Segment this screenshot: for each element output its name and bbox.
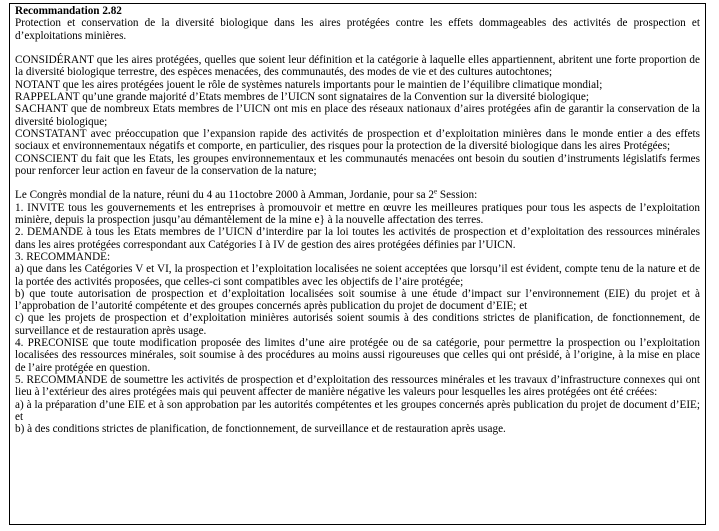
recommendation-box: [9, 3, 706, 525]
preamble-rappelant: RAPPELANT qu’une grande majorité d’Etats membres de l’UICN sont signataires de la Convention sur la diversité biologique;: [15, 91, 589, 104]
session-intro: [15, 189, 700, 201]
operative-3b: b) que toute autorisation de prospection et d’exploitation localisées soit soumise à une étude d’impact sur l’environnement (EIE) du projet et à l’approbation de l’autorité compétente et des groupes concernés après publication du projet de document d’EIE; et: [15, 287, 700, 313]
spacer: [15, 177, 700, 189]
spacer: [15, 42, 700, 54]
operative-5a: a) à la préparation d’une EIE et à son approbation par les autorités compétentes et les groupes concernés après publication du projet de document d’EIE; et: [15, 398, 700, 423]
recommendation-heading: Protection et conservation de la diversité biologique dans les aires protégées contre les effets dommageables des activités de prospection et d’exploitations minières.: [15, 17, 700, 42]
preamble-sachant: SACHANT que de nombreux Etats membres de l’UICN ont mis en place des réseaux nationaux d’aires protégées afin de garantir la conservation de la diversité biologique;: [15, 103, 700, 128]
operative-1-invite: 1. INVITE tous les gouvernements et les entreprises à promouvoir et mettre en œuvre les meilleures pratiques pour tous les aspects de l’exploitation minière, depuis la prospection jusqu’au démantèlement de la mine e} à la nouvelle affectation des terres.: [15, 201, 700, 227]
session-ordinal-suffix: e: [434, 187, 438, 196]
operative-2-demande: 2. DEMANDE à tous les Etats membres de l’UICN d’interdire par la loi toutes les activités de prospection et d’exploitation des ressources minérales dans les aires protégées correspondant aux Catégories I à IV de gestion des aires protégées définies par l’UICN.: [15, 226, 700, 251]
preamble-notant: NOTANT que les aires protégées jouent le rôle de systèmes naturels importants pour le maintien de l’équilibre climatique mondial;: [15, 78, 603, 91]
recommendation-title: Recommandation 2.82: [15, 5, 122, 17]
operative-5-recommande: 5. RECOMMANDE de soumettre les activités de prospection et d’exploitation des ressources minérales et les travaux d’infrastructure connexes qui ont lieu à l’extérieur des aires protégées mais qui peuvent affecter de manière négative les valeurs pour lesquelles les aires protégées ont été créées:: [15, 373, 700, 399]
session-intro-text: Le Congrès mondial de la nature, réuni du 4 au 11octobre 2000 à Amman, Jordanie, pour sa 2: [15, 189, 435, 202]
operative-3a: a) que dans les Catégories V et VI, la prospection et l’exploitation localisées ne soient acceptées que lorsqu’il est évident, compte tenu de la nature et de la portée des activités proposées, que celles-ci sont compatibles avec les objectifs de l’aire protégée;: [15, 263, 700, 288]
operative-5b: b) à des conditions strictes de planification, de fonctionnement, de surveillance et de restauration après usage.: [15, 423, 506, 436]
operative-4-preconise: 4. PRECONISE que toute modification proposée des limites d’une aire protégée ou de sa catégorie, pour permettre la prospection ou l’exploitation localisées des ressources minérales, soit soumise à des procédures au moins aussi rigoureuses que celles qui ont présidé, à l’origine, à la mise en place de l’aire protégée en question.: [15, 337, 700, 374]
preamble-considerant: CONSIDÉRANT que les aires protégées, quelles que soient leur définition et la catégorie à laquelle elles appartiennent, abritent une forte proportion de la diversité biologique terrestre, des espèces menacées, des communautés, des modes de vie et des cultures autochtones;: [15, 54, 700, 79]
preamble-conscient: CONSCIENT du fait que les Etats, les groupes environnementaux et les communautés menacées ont besoin du soutien d’instruments législatifs fermes pour renforcer leur action en faveur de la conservation de la nature;: [15, 152, 700, 177]
operative-3c: c) que les projets de prospection et d’exploitation minières autorisés soient soumis à des conditions strictes de planification, de fonctionnement, de surveillance et de restauration après usage.: [15, 312, 700, 337]
preamble-constatant: CONSTATANT avec préoccupation que l’expansion rapide des activités de prospection et d’exploitation minières dans le monde entier a des effets sociaux et environnementaux négatifs et comporte, en particulier, des risques pour la protection de la diversité biologique dans les aires Protégées;: [15, 127, 700, 153]
operative-3-recommande: 3. RECOMMANDE:: [15, 250, 111, 263]
session-intro-end: Session:: [437, 189, 478, 202]
